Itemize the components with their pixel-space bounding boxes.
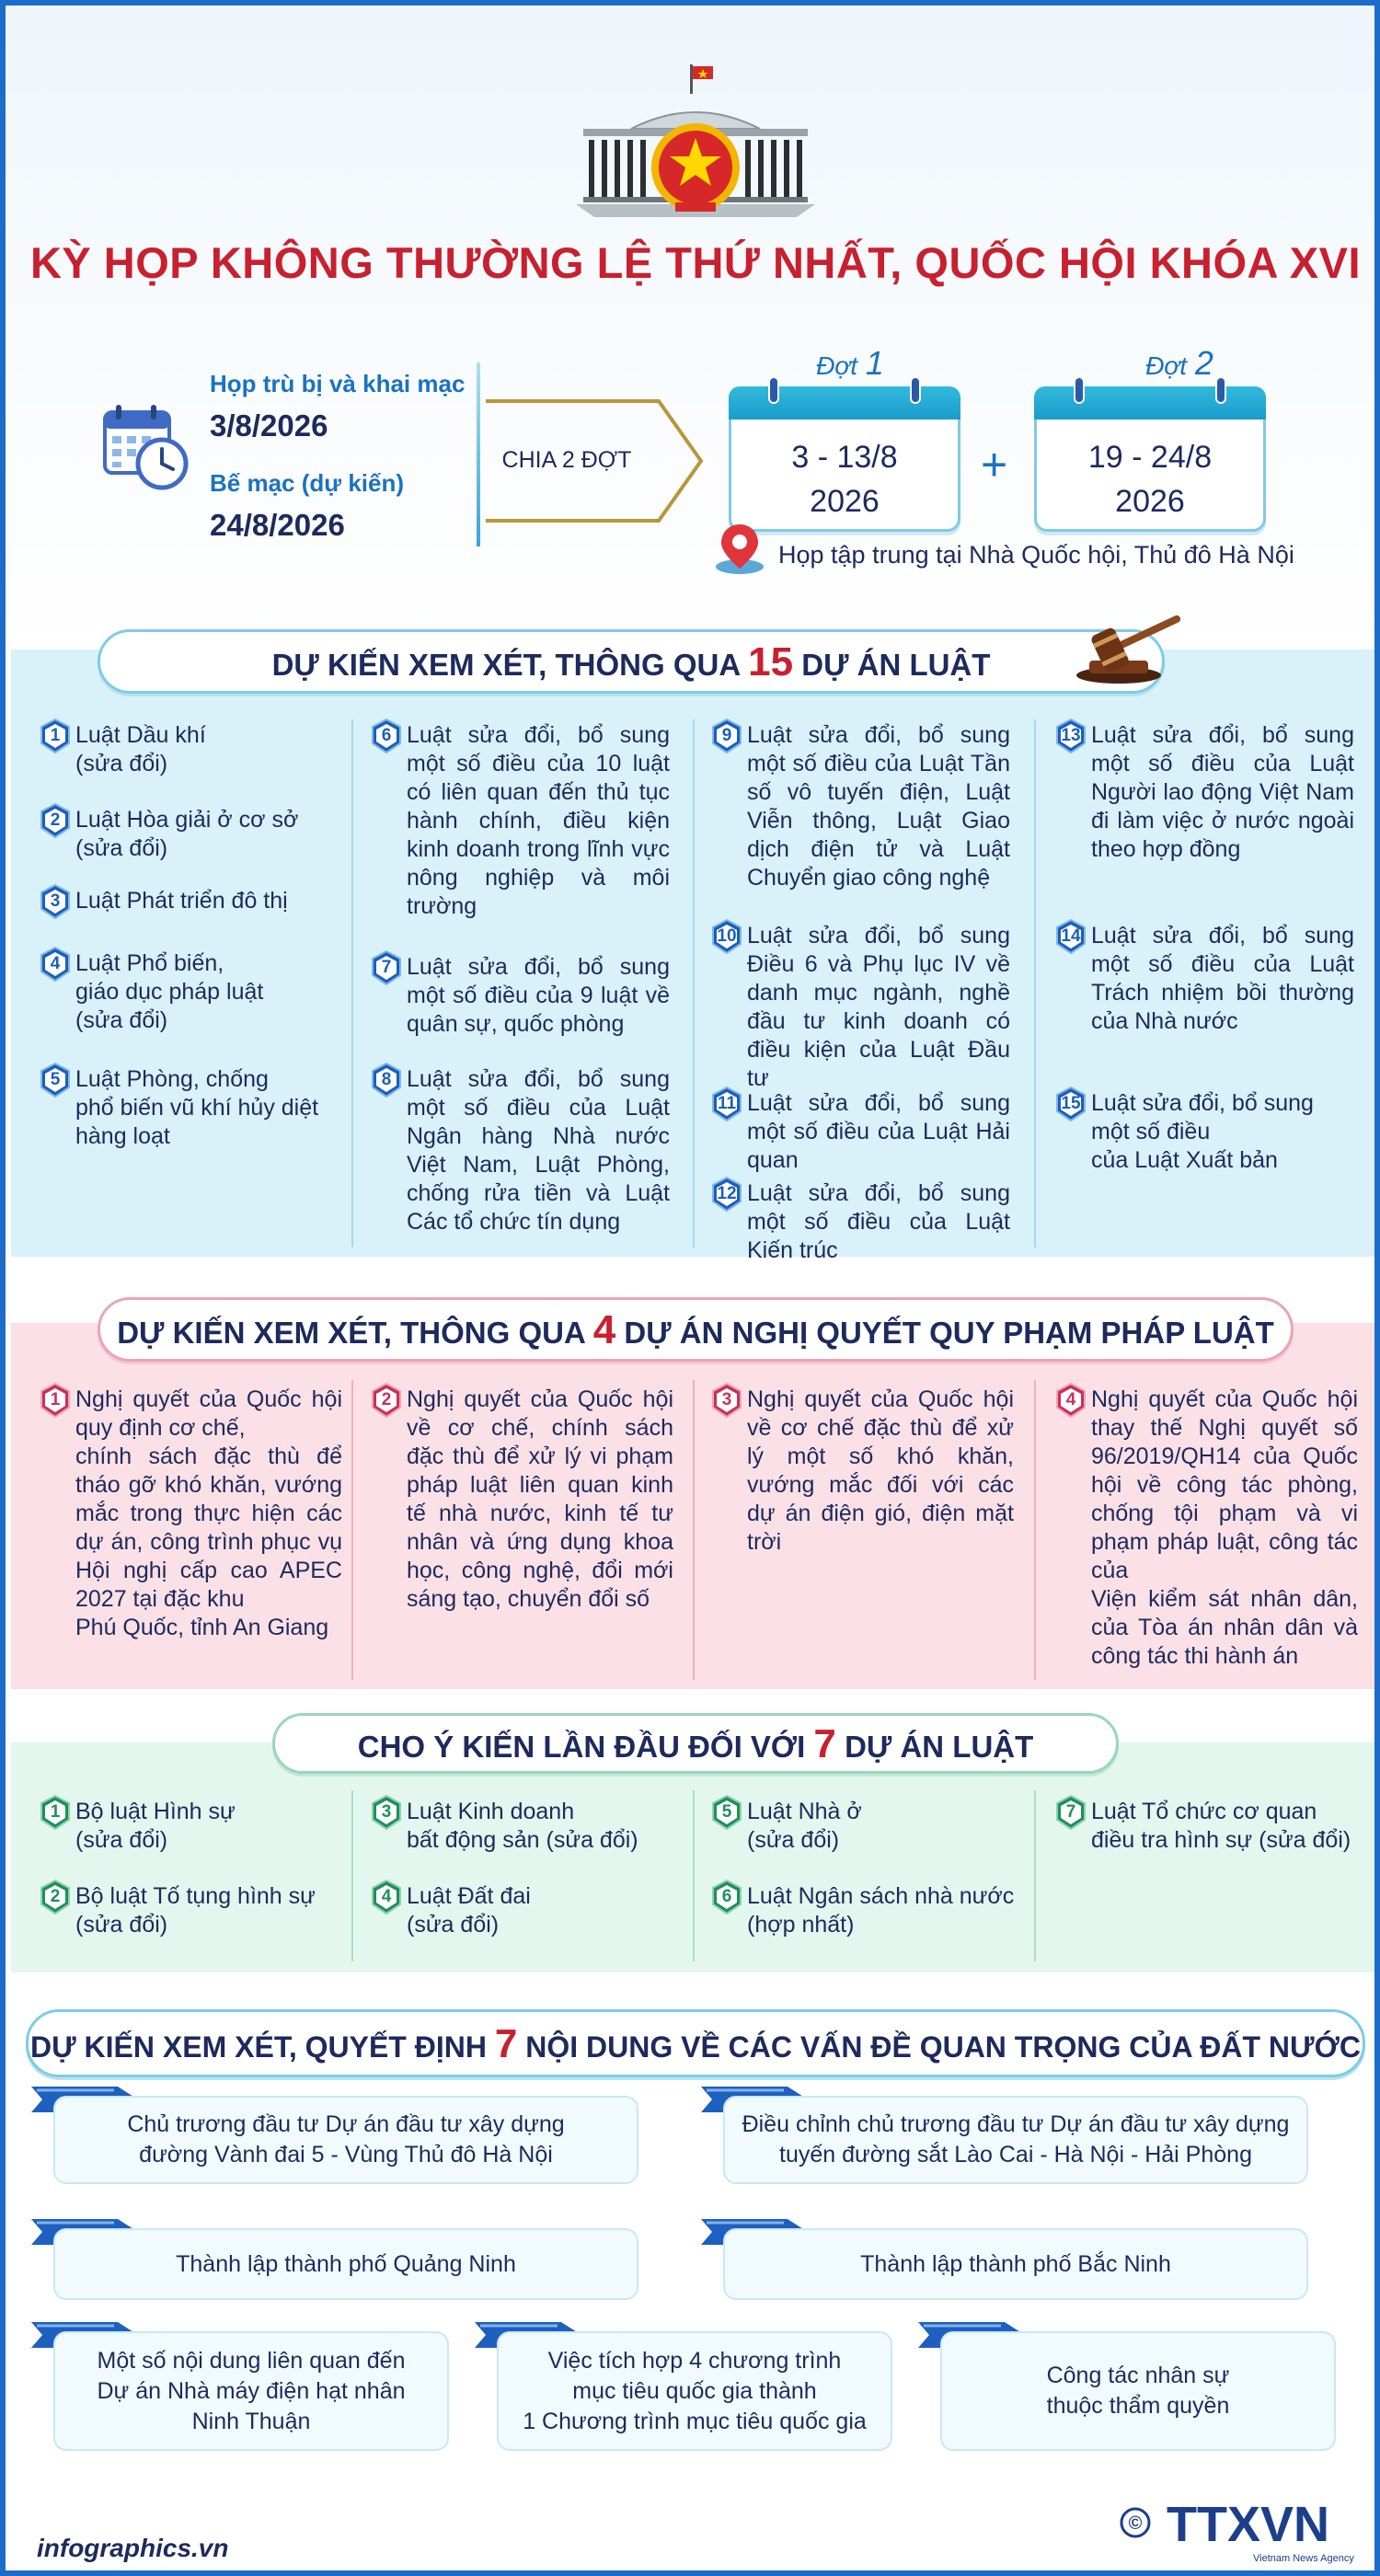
list-item: Luật sửa đổi, bổ sung một số điều của Luật Hải quan — [747, 1090, 1010, 1173]
number-badge-icon — [370, 718, 403, 754]
list-item: Luật Kinh doanh bất động sản (sửa đổi) — [407, 1799, 638, 1853]
laws-col-divider-1 — [351, 719, 353, 1248]
phase1-dates: 3 - 13/8 — [791, 440, 898, 475]
item-number: 2 — [50, 811, 61, 830]
number-badge-icon — [39, 946, 72, 983]
phase1-number: 1 — [865, 344, 884, 382]
list-item: Luật Phát triển đô thị — [75, 888, 288, 914]
location-pin-icon — [714, 521, 765, 576]
item-number: 4 — [381, 1887, 392, 1906]
number-badge-icon — [710, 918, 743, 955]
item-number: 11 — [717, 1094, 737, 1113]
phase1-year: 2026 — [810, 484, 880, 519]
item-number: 1 — [50, 726, 61, 745]
number-badge-icon — [710, 1879, 743, 1915]
opening-date: 3/8/2026 — [210, 408, 328, 443]
list-item: Luật Nhà ở (sửa đổi) — [747, 1799, 862, 1853]
number-badge-icon — [1054, 918, 1087, 955]
laws-heading-pre: DỰ KIẾN XEM XÉT, THÔNG QUA — [271, 648, 740, 682]
item-number: 10 — [717, 926, 737, 946]
res-col-divider-1 — [351, 1380, 353, 1680]
item-number: 7 — [381, 958, 392, 977]
fo-col-divider-2 — [693, 1790, 695, 1961]
number-badge-icon — [39, 1062, 72, 1098]
list-item: Luật Hòa giải ở cơ sở (sửa đổi) — [75, 807, 299, 861]
laws-col-divider-3 — [1034, 719, 1036, 1248]
decisions-heading-pre: DỰ KIẾN XEM XÉT, QUYẾT ĐỊNH — [30, 2030, 487, 2064]
closing-label: Bế mạc (dự kiến) — [210, 469, 404, 497]
gavel-icon — [1073, 604, 1192, 686]
list-item: Luật sửa đổi, bổ sung một số điều của Luật Kiến trúc — [747, 1180, 1010, 1263]
resolutions-heading — [98, 1297, 1294, 1362]
plus-sign: + — [981, 439, 1008, 490]
split-label: CHIA 2 ĐỢT — [501, 447, 632, 473]
number-badge-icon — [39, 718, 72, 754]
res-col-divider-3 — [1034, 1380, 1036, 1680]
list-item: Luật sửa đổi, bổ sung một số điều của Luật Trách nhiệm bồi thường của Nhà nước — [1091, 923, 1354, 1034]
phase1-prefix: Đợt — [816, 351, 857, 380]
item-number: 2 — [50, 1887, 61, 1906]
item-number: 5 — [721, 1802, 732, 1822]
calendar-clock-icon — [101, 403, 190, 491]
list-item: Luật sửa đổi, bổ sung một số điều của 10 luật có liên quan đến thủ tục hành chính, điều kiện kinh doanh trong lĩnh vực nông nghiệp và môi trường — [407, 722, 670, 919]
first-opinion-heading — [272, 1713, 1119, 1774]
list-item: Luật Dầu khí (sửa đổi) — [75, 722, 206, 776]
list-item: Luật Đất đai (sửa đổi) — [407, 1883, 531, 1938]
number-badge-icon — [370, 1879, 403, 1915]
number-badge-icon — [710, 1382, 743, 1419]
number-badge-icon — [1054, 1794, 1087, 1831]
venue-text: Họp tập trung tại Nhà Quốc hội, Thủ đô Hà Nội — [778, 541, 1294, 569]
number-badge-icon — [370, 949, 403, 986]
item-number: 5 — [50, 1070, 61, 1089]
res-col-divider-2 — [693, 1380, 695, 1680]
number-badge-icon — [370, 1062, 403, 1098]
list-item: Luật Ngân sách nhà nước (hợp nhất) — [747, 1883, 1015, 1938]
number-badge-icon — [710, 1086, 743, 1122]
first-opinion-heading-post: DỰ ÁN LUẬT — [845, 1730, 1034, 1764]
item-number: 4 — [50, 954, 61, 973]
decisions-heading-post: NỘI DUNG VỀ CÁC VẤN ĐỀ QUAN TRỌNG CỦA ĐẤT NƯỚC — [525, 2030, 1361, 2064]
number-badge-icon — [710, 718, 743, 754]
decisions-heading — [26, 2009, 1365, 2077]
item-number: 8 — [381, 1070, 392, 1089]
logo-text: TTXVN — [1167, 2497, 1330, 2552]
decision-item: Điều chỉnh chủ trương đầu tư Dự án đầu tư xây dựng tuyến đường sắt Lào Cai - Hà Nội - Hải Phòng — [723, 2096, 1308, 2184]
laws-heading-post: DỰ ÁN LUẬT — [801, 648, 991, 682]
opening-label: Họp trù bị và khai mạc — [210, 370, 466, 397]
item-number: 6 — [721, 1887, 732, 1906]
item-number: 2 — [381, 1390, 392, 1409]
phase2-dates: 19 - 24/8 — [1087, 440, 1213, 475]
phase1-label — [730, 344, 970, 383]
ttxvn-logo — [1115, 2493, 1363, 2567]
list-item: Luật sửa đổi, bổ sung một số điều của 9 luật về quân sự, quốc phòng — [407, 954, 670, 1037]
number-badge-icon — [710, 1176, 743, 1213]
resolutions-heading-post: DỰ ÁN NGHỊ QUYẾT QUY PHẠM PHÁP LUẬT — [624, 1316, 1274, 1350]
decision-item: Thành lập thành phố Quảng Ninh — [53, 2228, 638, 2300]
number-badge-icon — [1054, 1382, 1087, 1419]
fo-col-divider-1 — [351, 1790, 353, 1961]
laws-col-divider-2 — [693, 719, 695, 1248]
first-opinion-heading-pre: CHO Ý KIẾN LẦN ĐẦU ĐỐI VỚI — [357, 1730, 806, 1764]
number-badge-icon — [1054, 1086, 1087, 1122]
list-item: Nghị quyết của Quốc hội về cơ chế, chính sách đặc thù để xử lý vi phạm pháp luật liên quan kinh tế nhà nước, kinh tế tư nhân và ứng dụng khoa học, công nghệ, đổi mới sáng tạo, chuyển đổi số — [407, 1386, 673, 1612]
resolutions-heading-num: 4 — [592, 1307, 616, 1352]
list-item: Luật sửa đổi, bổ sung một số điều của Luật Ngân hàng Nhà nước Việt Nam, Luật Phòng, chống rửa tiền và Luật Các tổ chức tín dụng — [407, 1066, 670, 1235]
number-badge-icon — [39, 802, 72, 839]
footer-site: infographics.vn — [37, 2534, 229, 2562]
laws-heading — [98, 629, 1165, 694]
divider-line — [477, 362, 480, 546]
item-number: 6 — [381, 726, 392, 745]
phase2-year: 2026 — [1115, 484, 1185, 519]
item-number: 14 — [1061, 926, 1081, 946]
national-emblem-icon — [576, 64, 815, 221]
list-item: Nghị quyết của Quốc hội quy định cơ chế, chính sách đặc thù để tháo gỡ khó khăn, vướng mắc trong thực hiện các dự án, công trình phục vụ Hội nghị cấp cao APEC 2027 tại đặc khu Phú Quốc, tỉnh An Giang — [75, 1386, 342, 1640]
number-badge-icon — [39, 883, 72, 920]
first-opinion-heading-num: 7 — [813, 1721, 836, 1766]
item-number: 12 — [717, 1184, 737, 1203]
resolutions-heading-pre: DỰ KIẾN XEM XÉT, THÔNG QUA — [117, 1316, 585, 1350]
phase2-label — [1060, 344, 1299, 383]
number-badge-icon — [1054, 718, 1087, 754]
list-item: Luật sửa đổi, bổ sung một số điều của Luật Xuất bản — [1091, 1090, 1314, 1173]
decision-item: Một số nội dung liên quan đến Dự án Nhà máy điện hạt nhân Ninh Thuận — [53, 2331, 449, 2451]
decisions-heading-num: 7 — [494, 2021, 518, 2066]
list-item: Luật sửa đổi, bổ sung một số điều của Luật Tần số vô tuyến điện, Luật Viễn thông, Luật Giao dịch điện tử và Luật Chuyển giao công nghệ — [747, 722, 1010, 891]
decision-item: Việc tích hợp 4 chương trình mục tiêu quốc gia thành 1 Chương trình mục tiêu quốc gia — [497, 2331, 892, 2451]
item-number: 1 — [50, 1802, 61, 1822]
phase1-card — [729, 386, 960, 532]
item-number: 9 — [721, 726, 732, 745]
decision-item: Chủ trương đầu tư Dự án đầu tư xây dựng đường Vành đai 5 - Vùng Thủ đô Hà Nội — [53, 2096, 638, 2184]
item-number: 7 — [1065, 1802, 1076, 1822]
decision-item: Công tác nhân sự thuộc thẩm quyền — [940, 2331, 1336, 2451]
list-item: Luật Tổ chức cơ quan điều tra hình sự (sửa đổi) — [1091, 1799, 1351, 1853]
closing-date: 24/8/2026 — [210, 508, 345, 542]
item-number: 3 — [721, 1390, 732, 1409]
item-number: 1 — [50, 1390, 61, 1409]
number-badge-icon — [370, 1382, 403, 1419]
page-title: KỲ HỌP KHÔNG THƯỜNG LỆ THỨ NHẤT, QUỐC HỘI KHÓA XVI — [29, 238, 1362, 287]
item-number: 15 — [1061, 1094, 1081, 1113]
list-item: Luật Phổ biến, giáo dục pháp luật (sửa đổi) — [75, 950, 264, 1033]
item-number: 3 — [50, 891, 61, 911]
item-number: 13 — [1061, 726, 1081, 745]
list-item: Bộ luật Hình sự (sửa đổi) — [75, 1799, 236, 1853]
phase2-prefix: Đợt — [1145, 351, 1187, 380]
copyright-mark: © — [1128, 2513, 1143, 2534]
number-badge-icon — [39, 1794, 72, 1831]
logo-subtitle: Vietnam News Agency — [1253, 2553, 1354, 2564]
decision-item: Thành lập thành phố Bắc Ninh — [723, 2228, 1308, 2300]
list-item: Luật sửa đổi, bổ sung một số điều của Luật Người lao động Việt Nam đi làm việc ở nước ngoài theo hợp đồng — [1091, 722, 1354, 862]
number-badge-icon — [39, 1879, 72, 1915]
fo-col-divider-3 — [1034, 1790, 1036, 1961]
list-item: Luật Phòng, chống phổ biến vũ khí hủy diệt hàng loạt — [75, 1066, 319, 1149]
list-item: Bộ luật Tố tụng hình sự (sửa đổi) — [75, 1883, 316, 1938]
list-item: Luật sửa đổi, bổ sung Điều 6 và Phụ lục IV về danh mục ngành, nghề đầu tư kinh doanh có điều kiện của Luật Đầu tư — [747, 923, 1010, 1091]
phase2-number: 2 — [1194, 344, 1213, 382]
laws-heading-num: 15 — [748, 639, 794, 684]
item-number: 4 — [1065, 1390, 1076, 1409]
number-badge-icon — [370, 1794, 403, 1831]
number-badge-icon — [710, 1794, 743, 1831]
item-number: 3 — [381, 1802, 392, 1822]
number-badge-icon — [39, 1382, 72, 1419]
list-item: Nghị quyết của Quốc hội về cơ chế đặc thù để xử lý một số khó khăn, vướng mắc đối với các dự án điện gió, điện mặt trời — [747, 1386, 1014, 1555]
list-item: Nghị quyết của Quốc hội thay thế Nghị quyết số 96/2019/QH14 của Quốc hội về công tác phòng, chống tội phạm và vi phạm pháp luật, công tác của Viện kiểm sát nhân dân, của Tòa án nhân dân và công tác thi hành án — [1091, 1386, 1358, 1669]
phase2-card — [1034, 386, 1266, 532]
